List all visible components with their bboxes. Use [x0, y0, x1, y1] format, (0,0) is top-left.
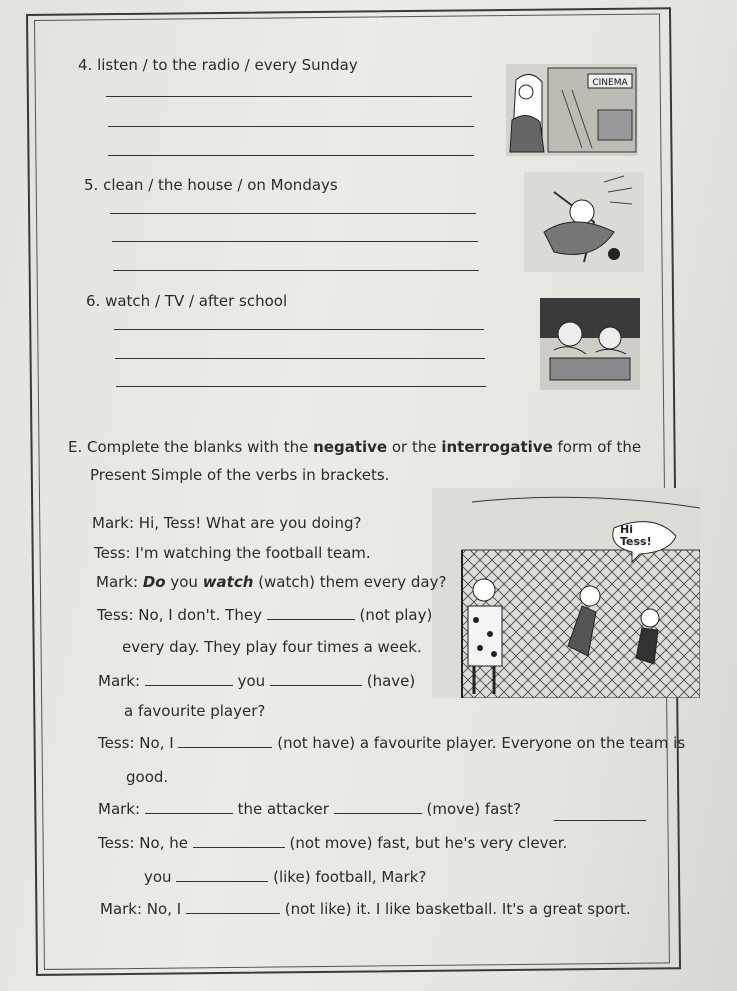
answer-blank[interactable]	[270, 684, 362, 686]
item-6	[86, 292, 287, 310]
dialogue-line-9: good.	[126, 768, 169, 786]
dialogue-line-4	[97, 606, 432, 624]
speaker: Mark:	[98, 800, 141, 818]
bold-interrogative: interrogative	[441, 438, 553, 456]
answer-line[interactable]	[115, 358, 485, 359]
example-answer: Do	[142, 573, 166, 591]
dialogue-line-1: Mark: Hi, Tess! What are you doing?	[92, 514, 362, 532]
answer-line[interactable]	[554, 820, 646, 821]
tv-illustration	[540, 298, 640, 390]
instruction-text: or the	[387, 438, 442, 456]
instruction-text: form of the	[552, 438, 642, 456]
verb-hint: (like) football, Mark?	[273, 868, 427, 886]
cinema-illustration	[502, 60, 642, 160]
section-e-instruction-line2: Present Simple of the verbs in brackets.	[90, 466, 390, 484]
answer-line[interactable]	[112, 241, 478, 242]
instruction-text: Complete the blanks with the	[87, 438, 314, 456]
item-number: 6.	[86, 292, 101, 310]
section-e-heading	[68, 438, 641, 456]
item-prompt: listen / to the radio / every Sunday	[97, 56, 358, 74]
dialogue-line-7: a favourite player?	[124, 702, 266, 720]
football-fence-illustration	[432, 488, 700, 698]
text: Mark: No, I	[100, 900, 182, 918]
dialogue-line-12	[144, 868, 426, 886]
answer-blank[interactable]	[145, 684, 233, 686]
cleaning-illustration	[524, 172, 644, 272]
answer-blank[interactable]	[176, 880, 268, 882]
item-number: 4.	[78, 56, 93, 74]
answer-line[interactable]	[108, 126, 474, 127]
dialogue-line-11	[98, 834, 567, 852]
text: Tess: No, I	[98, 734, 174, 752]
item-prompt: clean / the house / on Mondays	[103, 176, 338, 194]
dialogue-line-13	[100, 900, 631, 918]
dialogue-line-3	[96, 573, 446, 591]
answer-blank[interactable]	[193, 846, 285, 848]
answer-line[interactable]	[110, 213, 476, 214]
item-5	[84, 176, 338, 194]
text: (not have) a favourite player. Everyone on the team is	[277, 734, 686, 752]
item-prompt: watch / TV / after school	[105, 292, 288, 310]
dialogue-line-6	[98, 672, 415, 690]
text: (watch) them every day?	[253, 573, 447, 591]
answer-line[interactable]	[114, 329, 484, 330]
example-answer: watch	[202, 573, 254, 591]
text: Tess: No, he	[98, 834, 188, 852]
answer-line[interactable]	[116, 386, 486, 387]
verb-hint: (not play)	[359, 606, 433, 624]
answer-blank[interactable]	[334, 812, 422, 814]
dialogue-line-8	[98, 734, 685, 752]
verb-hint: (have)	[366, 672, 416, 690]
speaker: Mark:	[96, 573, 143, 591]
bold-negative: negative	[313, 438, 388, 456]
text: you	[237, 672, 266, 690]
dialogue-line-5: every day. They play four times a week.	[122, 638, 422, 656]
item-4	[78, 56, 358, 74]
answer-blank[interactable]	[145, 812, 233, 814]
dialogue-line-10	[98, 800, 521, 818]
speech-bubble-text: Hi Tess!	[620, 523, 652, 548]
answer-line[interactable]	[113, 270, 479, 271]
verb-hint: (move) fast?	[426, 800, 521, 818]
dialogue-line-2: Tess: I'm watching the football team.	[94, 544, 371, 562]
text: (not move) fast, but he's very clever.	[289, 834, 568, 852]
answer-blank[interactable]	[267, 618, 355, 620]
answer-blank[interactable]	[186, 912, 280, 914]
text: you	[165, 573, 203, 591]
cinema-sign: CINEMA	[592, 78, 628, 88]
text: you	[144, 868, 172, 886]
speaker: Mark:	[98, 672, 141, 690]
answer-line[interactable]	[108, 155, 474, 156]
section-letter: E.	[68, 438, 83, 456]
item-number: 5.	[84, 176, 99, 194]
text: Tess: No, I don't. They	[97, 606, 262, 624]
text: (not like) it. I like basketball. It's a great sport.	[284, 900, 631, 918]
answer-line[interactable]	[106, 96, 472, 97]
text: the attacker	[237, 800, 329, 818]
answer-blank[interactable]	[178, 746, 272, 748]
